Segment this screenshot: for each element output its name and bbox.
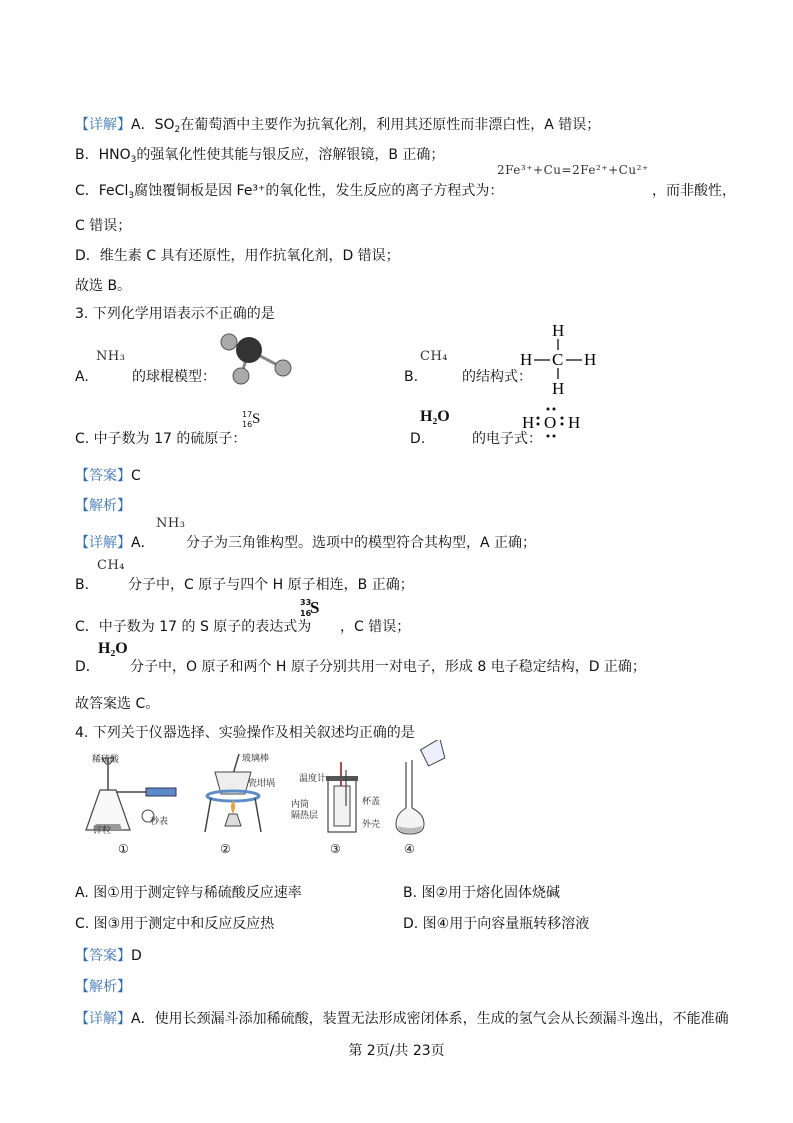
fig2-label-crucible: 瓷坩埚 [248,779,276,789]
sulfur-nuclide-notation: 17 16 S [242,410,261,429]
q3-detail-b: B． [75,577,99,593]
fig2-label-rod: 玻璃棒 [242,754,270,764]
q2-detail-c2: C 错误； [75,218,132,234]
q3-detail-c: C．中子数为 17 的 S 原子的表达式为 [75,619,312,635]
fig3-number: ③ [330,842,341,856]
svg-text:H: H [552,321,565,340]
fig3-label-inner: 内筒 [291,800,310,810]
fig2-number: ② [220,842,231,856]
q3-dC-post: ，C 错误； [340,619,411,635]
fig1-label-acid: 稀硫酸 [92,755,120,765]
svg-text:O: O [544,413,557,432]
q2-detail-a: 【详解】A．$SO_2$在葡萄酒中主要作为抗氧化剂，利用其还原性而非漂白性，A 错误； [75,117,601,135]
fig1-number: ① [118,842,129,856]
detail-tag: 【详解】 [75,117,131,133]
q3-optB-text: 的结构式： [462,369,532,385]
page-footer: 第 2页/共 23页 [348,1043,445,1059]
q3-optA-label: A. [75,369,89,385]
ionic-equation: 2Fe³⁺+Cu=2Fe²⁺+Cu²⁺ [497,163,649,177]
q4-optB: B. 图②用于熔化固体烧碱 [403,885,561,901]
q3-optA-formula: NH₃ [96,349,126,364]
q3-optA-text: 的球棍模型： [132,369,216,385]
fig3-label-thermometer: 温度计 [299,774,327,784]
q3-optD-label: D. [410,431,426,447]
water-electron-formula-icon [520,404,586,448]
q3-dD-formula: H₂O [98,640,128,657]
fig3-label-insulation: 隔热层 [291,811,319,821]
q4-stem: 4. 下列关于仪器选择、实验操作及相关叙述均正确的是 [75,725,415,741]
q3-detail-a: 【详解】A． [75,535,155,551]
q4-detail-a: 【详解】A．使用长颈漏斗添加稀硫酸，装置无法形成密闭体系，生成的氢气会从长颈漏斗逸出，不能准确 [75,1011,729,1027]
q4-analysis-tag: 【解析】 [75,979,131,995]
q3-detail-d: D． [75,659,100,675]
q4-optA: A. 图①用于测定锌与稀硫酸反应速率 [75,885,302,901]
fig3-label-shell: 外壳 [362,820,381,830]
ball-stick-model-icon [207,330,297,388]
q3-dC-nuclide: 33 16 S [300,598,320,618]
fig3-label-lid: 杯盖 [362,797,381,807]
svg-text:H: H [522,413,535,432]
q3-choose: 故答案选 C。 [75,696,160,712]
q3-optD-text: 的电子式： [472,431,542,447]
q2-detail-c-tail: ，而非酸性， [652,183,736,199]
fig1-label-zinc: 锌粒 [93,826,112,836]
methane-structural-formula-icon [518,320,598,396]
svg-text:C: C [552,350,564,369]
q3-dA-post: 分子为三角锥构型。选项中的模型符合其构型，A 正确； [186,535,537,551]
q3-dD-post: 分子中，O 原子和两个 H 原子分别共用一对电子，形成 8 电子稳定结构，D 正确； [130,659,646,675]
fig1-label-stopwatch: 秒表 [150,817,169,827]
q2-detail-b: B．$HNO_3$的强氧化性使其能与银反应，溶解银镜，B 正确； [75,147,445,165]
q3-dA-formula: NH₃ [156,516,186,531]
svg-text:H: H [552,379,565,396]
q4-answer: 【答案】D [75,948,142,964]
q3-stem: 3. 下列化学用语表示不正确的是 [75,306,275,322]
q3-dB-formula: CH₄ [97,558,125,573]
svg-text:H: H [584,350,597,369]
svg-text:H: H [520,350,533,369]
q2-detail-c: C．FeCl$_3$腐蚀覆铜板是因 Fe³⁺的氧化性，发生反应的离子方程式为： [75,183,504,201]
q3-answer: 【答案】C [75,468,141,484]
q3-dB-post: 分子中，C 原子与四个 H 原子相连，B 正确； [128,577,414,593]
figure4-volumetric-flask-icon [392,740,452,836]
q3-optD-formula: H₂O [420,408,450,425]
svg-text:H: H [568,413,581,432]
q3-optB-formula: CH₄ [420,349,448,364]
q2-detail-d: D．维生素 C 具有还原性，用作抗氧化剂，D 错误； [75,248,400,264]
q3-optC-text: C. 中子数为 17 的硫原子： [75,431,247,447]
q3-optB-label: B. [404,369,419,385]
q3-analysis-tag: 【解析】 [75,498,131,514]
fig4-number: ④ [404,842,415,856]
q2-choose: 故选 B。 [75,278,132,294]
q4-optD: D. 图④用于向容量瓶转移溶液 [403,916,590,932]
q4-optC: C. 图③用于测定中和反应反应热 [75,916,275,932]
